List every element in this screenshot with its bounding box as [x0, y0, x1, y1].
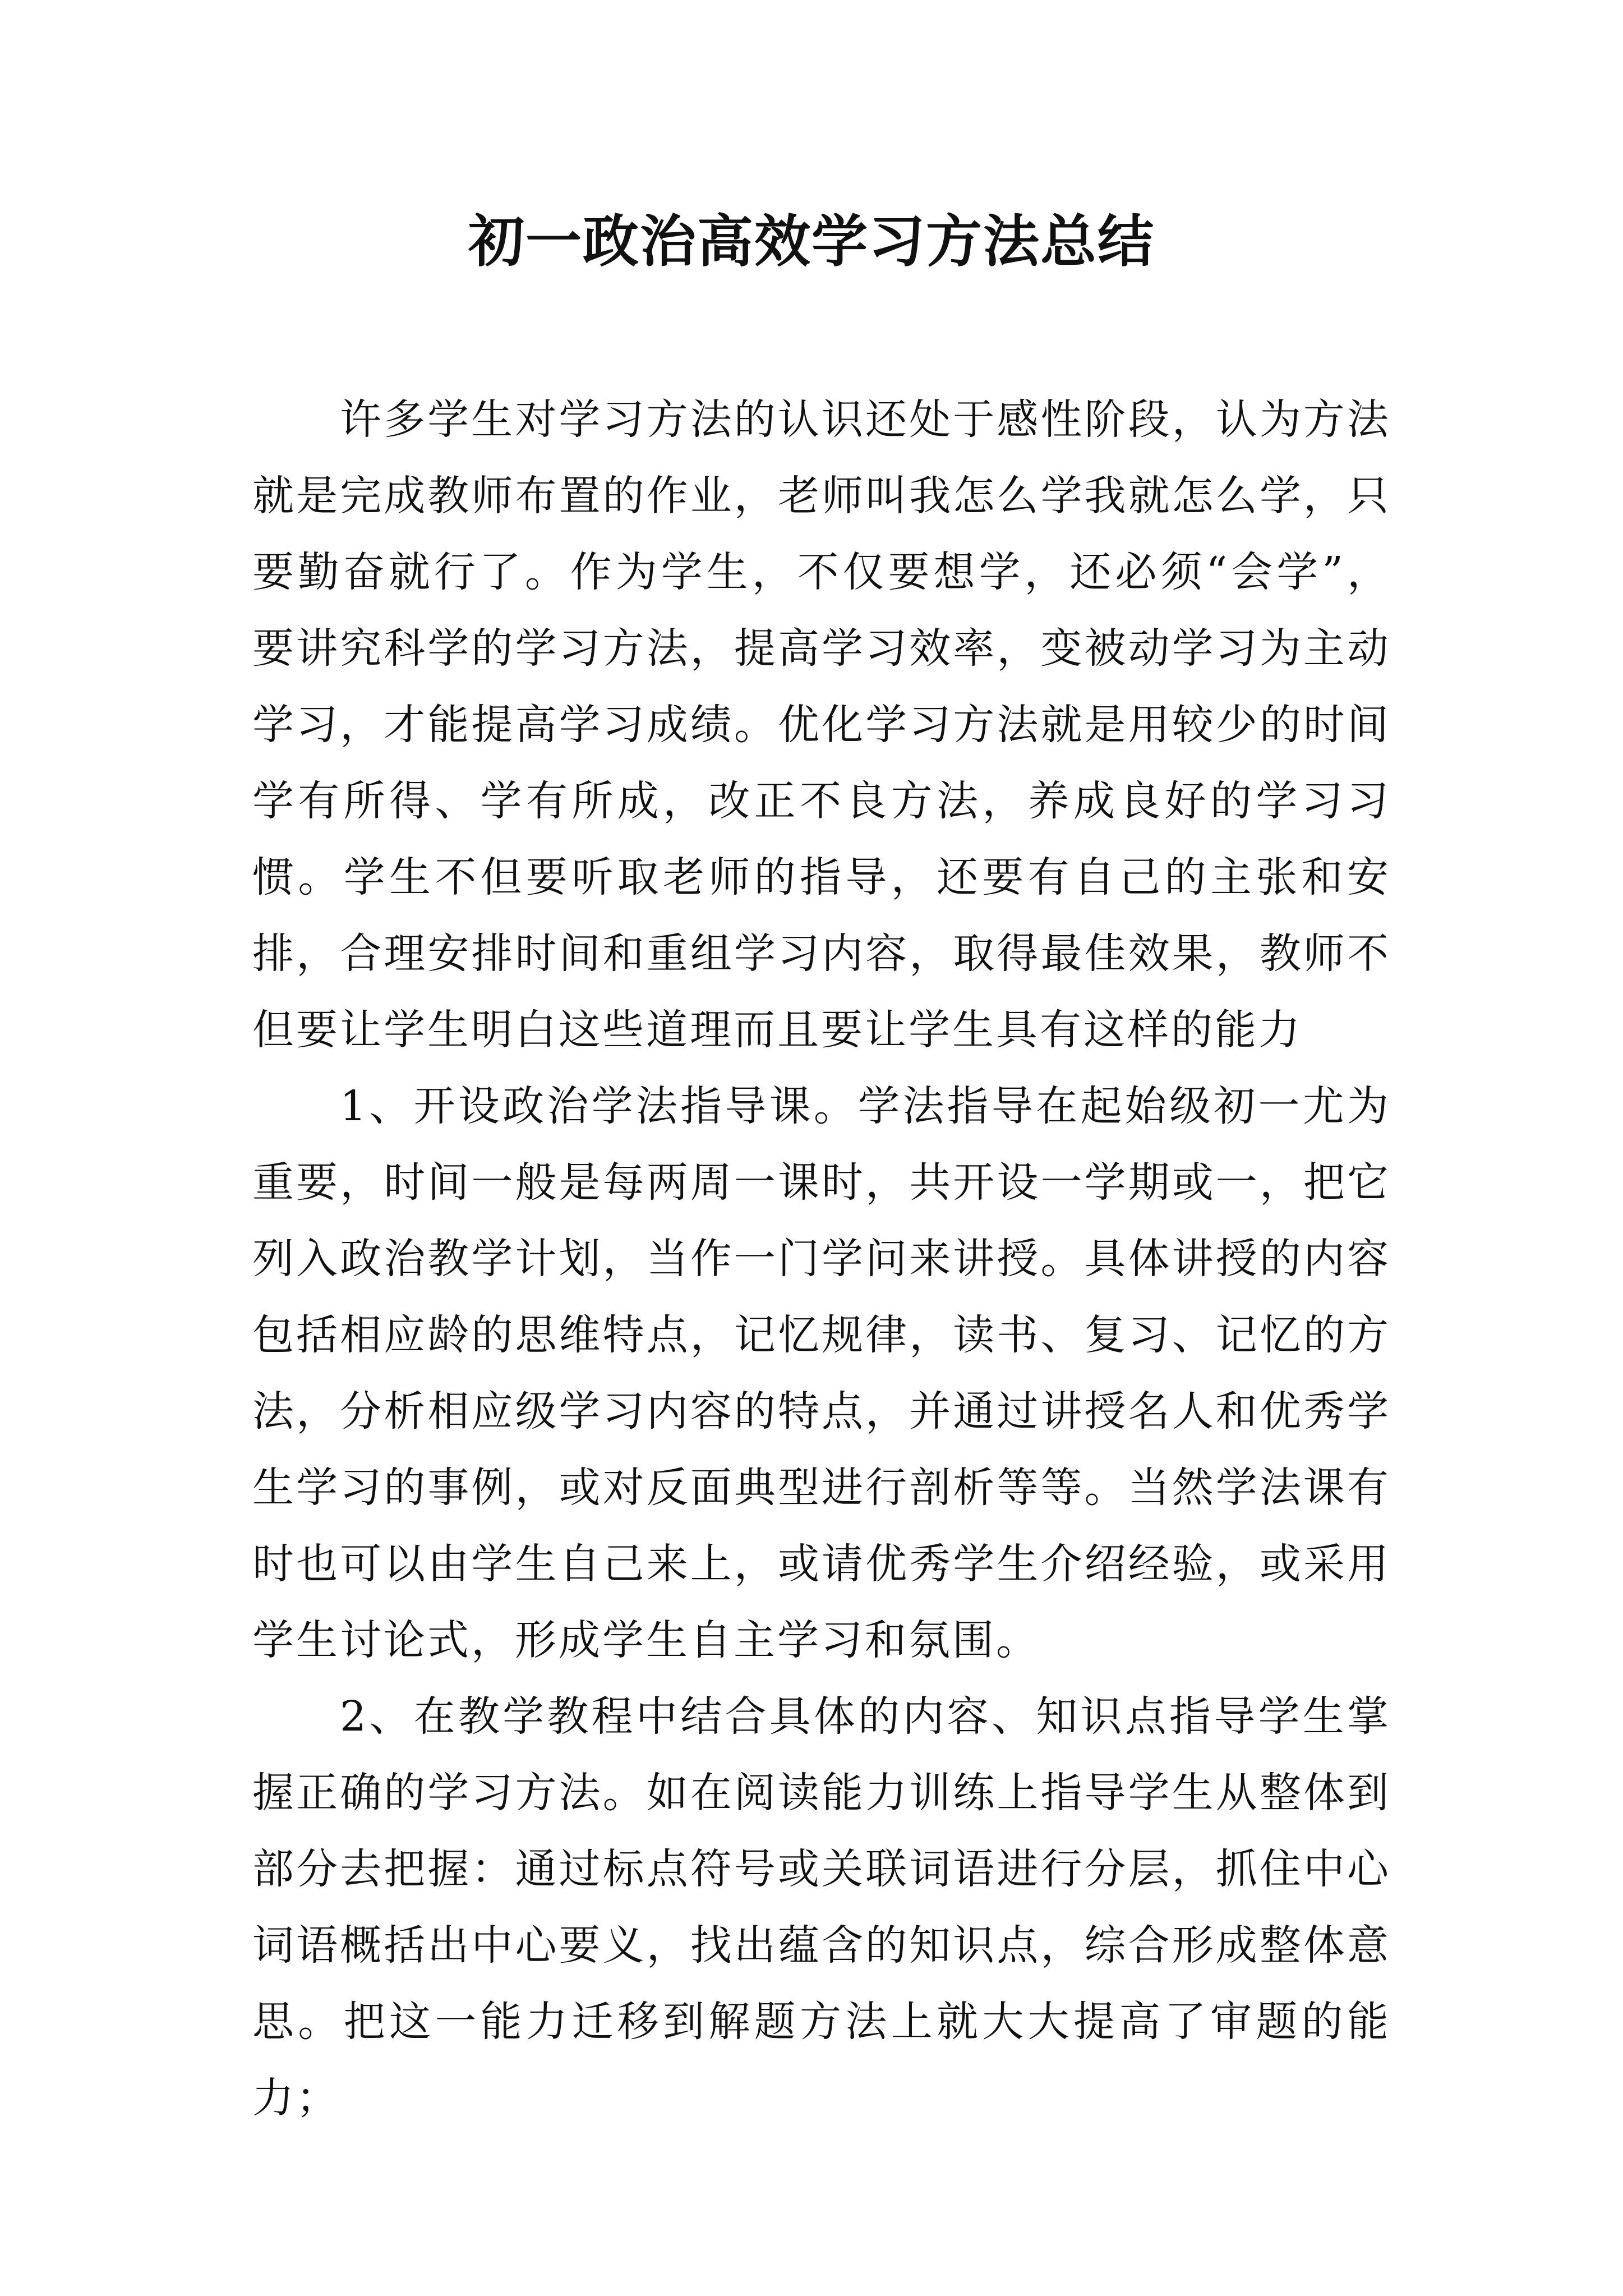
paragraph-point-1: 1、开设政治学法指导课。学法指导在起始级初一尤为重要，时间一般是每两周一课时，共开设一学期或一，把它列入政治教学计划，当作一门学问来讲授。具体讲授的内容包括相应龄的思维特点，记忆规律，读书、复习、记忆的方法，分析相应级学习内容的特点，并通过讲授名人和优秀学生学习的事例，或对反面典型进行剖析等等。当然学法课有时也可以由学生自己来上，或请优秀学生介绍经验，或采用学生讨论式，形成学生自主学习和氛围。 — [252, 1082, 1391, 1664]
paragraph-point-2: 2、在教学教程中结合具体的内容、知识点指导学生掌握正确的学习方法。如在阅读能力训练上指导学生从整体到部分去把握：通过标点符号或关联词语进行分层，抓住中心词语概括出中心要义，找出蕴含的知识点，综合形成整体意思。把这一能力迁移到解题方法上就大大提高了审题的能力； — [252, 1692, 1391, 2122]
document-title: 初一政治高效学习方法总结 — [468, 208, 1155, 274]
document-body — [252, 381, 1391, 2136]
paragraph-intro: 许多学生对学习方法的认识还处于感性阶段，认为方法就是完成教师布置的作业，老师叫我怎么学我就怎么学，只要勤奋就行了。作为学生，不仅要想学，还必须“会学”，要讲究科学的学习方法，提高学习效率，变被动学习为主动学习，才能提高学习成绩。优化学习方法就是用较少的时间学有所得、学有所成，改正不良方法，养成良好的学习习惯。学生不但要听取老师的指导，还要有自己的主张和安排，合理安排时间和重组学习内容，取得最佳效果，教师不但要让学生明白这些道理而且要让学生具有这样的能力 — [252, 395, 1391, 1054]
